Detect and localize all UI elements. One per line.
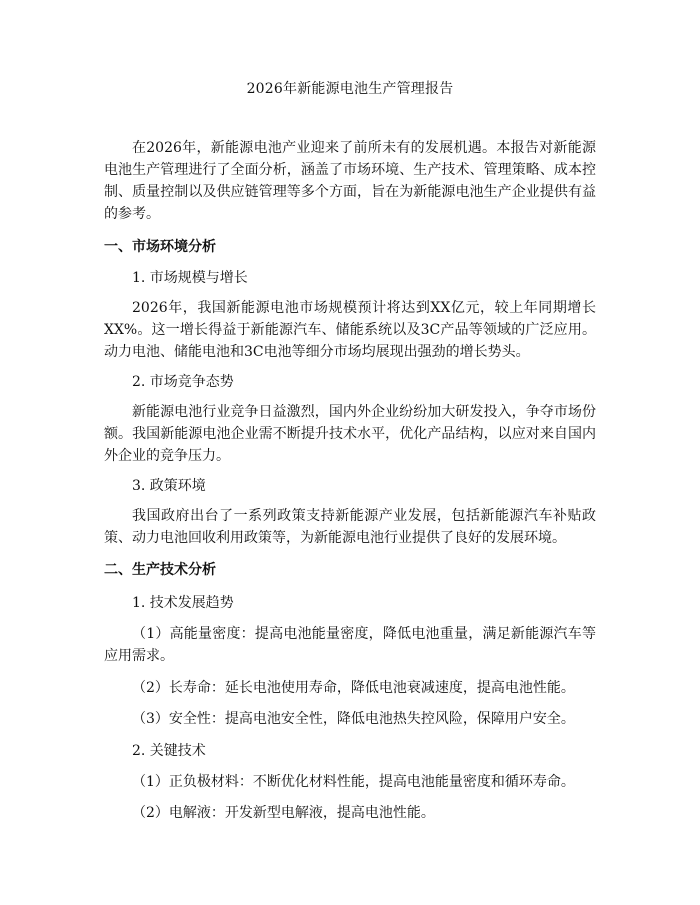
subheading-market-size: 1. 市场规模与增长	[132, 270, 248, 286]
subheading-key-tech: 2. 关键技术	[132, 743, 206, 759]
intro-paragraph: 在2026年，新能源电池产业迎来了前所未有的发展机遇。本报告对新能源电池生产管理进行了全面分析，涵盖了市场环境、生产技术、管理策略、成本控制、质量控制以及供应链管理等多个方面，旨在为新能源电池生产企业提供有益的参考。	[104, 140, 596, 222]
subheading-tech-trends: 1. 技术发展趋势	[132, 595, 234, 611]
list-item-long-life: （2）长寿命：延长电池使用寿命，降低电池衰减速度，提高电池性能。	[132, 680, 575, 696]
section-heading-technology: 二、生产技术分析	[104, 562, 216, 578]
list-item-electrolyte: （2）电解液：开发新型电解液，提高电池性能。	[132, 805, 435, 821]
document-title: 2026年新能源电池生产管理报告	[246, 81, 454, 97]
section-heading-market: 一、市场环境分析	[104, 239, 216, 255]
paragraph-competition: 新能源电池行业竞争日益激烈，国内外企业纷纷加大研发投入，争夺市场份额。我国新能源电池企业需不断提升技术水平，优化产品结构，以应对来自国内外企业的竞争压力。	[104, 404, 596, 464]
list-item-safety: （3）安全性：提高电池安全性，降低电池热失控风险，保障用户安全。	[132, 711, 575, 727]
paragraph-market-size: 2026年，我国新能源电池市场规模预计将达到XX亿元，较上年同期增长XX%。这一增长得益于新能源汽车、储能系统以及3C产品等领域的广泛应用。动力电池、储能电池和3C电池等细分市场均展现出强劲的增长势头。	[104, 300, 596, 360]
subheading-policy: 3. 政策环境	[132, 478, 206, 494]
list-item-energy-density: （1）高能量密度：提高电池能量密度，降低电池重量，满足新能源汽车等应用需求。	[104, 626, 596, 664]
subheading-competition: 2. 市场竞争态势	[132, 374, 234, 390]
list-item-electrode-materials: （1）正负极材料：不断优化材料性能，提高电池能量密度和循环寿命。	[132, 774, 575, 790]
paragraph-policy: 我国政府出台了一系列政策支持新能源产业发展，包括新能源汽车补贴政策、动力电池回收利用政策等，为新能源电池行业提供了良好的发展环境。	[104, 508, 596, 546]
